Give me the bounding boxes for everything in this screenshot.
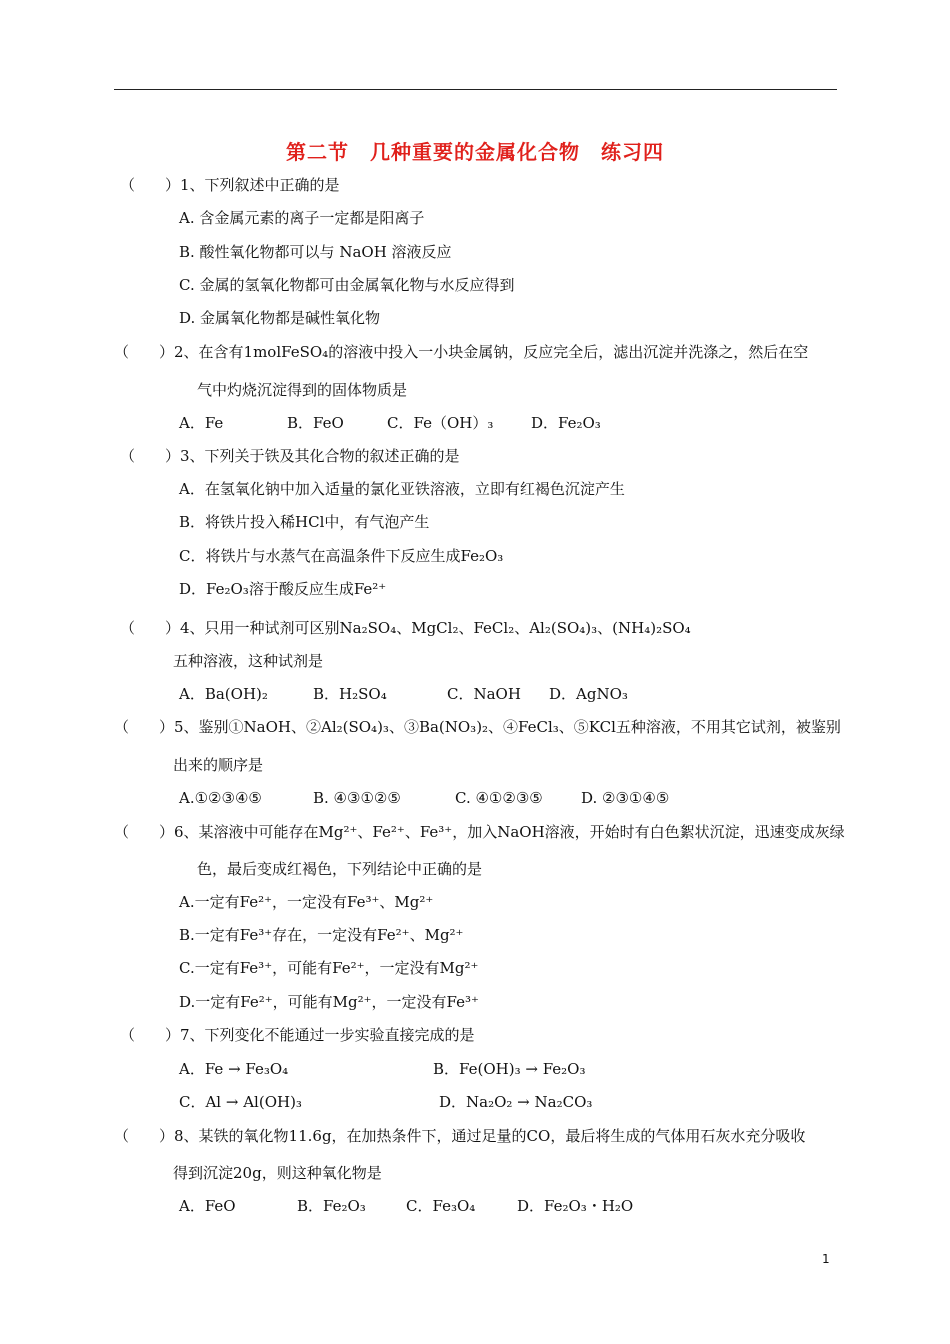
question-5-choice-d: D. ②③①④⑤ xyxy=(581,789,670,807)
question-1-option-d: D. 金属氧化物都是碱性氧化物 xyxy=(179,309,381,327)
question-3-option-c: C．将铁片与水蒸气在高温条件下反应生成Fe₂O₃ xyxy=(179,547,504,565)
page-title: 第二节 几种重要的金属化合物 练习四 xyxy=(286,140,664,164)
question-1-option-a: A. 含金属元素的离子一定都是阳离子 xyxy=(179,209,425,227)
question-2-stem-cont: 气中灼烧沉淀得到的固体物质是 xyxy=(197,381,408,399)
question-4-choice-d: D．AgNO₃ xyxy=(549,685,628,703)
question-4-stem: （ ）4、只用一种试剂可区别Na₂SO₄、MgCl₂、FeCl₂、Al₂(SO₄)₃、(NH₄)₂SO₄ xyxy=(120,619,691,637)
question-8-choice-a: A．FeO xyxy=(179,1197,236,1215)
question-5-stem: （ ）5、鉴别①NaOH、②Al₂(SO₄)₃、③Ba(NO₃)₂、④FeCl₃、⑤KCl五种溶液，不用其它试剂，被鉴别 xyxy=(114,718,841,736)
page-number: 1 xyxy=(822,1252,830,1266)
question-8-stem: （ ）8、某铁的氧化物11.6g，在加热条件下，通过足量的CO，最后将生成的气体用石灰水充分吸收 xyxy=(114,1127,806,1145)
question-3-option-b: B．将铁片投入稀HCl中，有气泡产生 xyxy=(179,513,430,531)
question-4-choice-a: A．Ba(OH)₂ xyxy=(179,685,268,703)
question-2-choice-b: B．FeO xyxy=(287,414,344,432)
question-6-option-b: B.一定有Fe³⁺存在，一定没有Fe²⁺、Mg²⁺ xyxy=(179,926,464,944)
question-3-option-a: A．在氢氧化钠中加入适量的氯化亚铁溶液，立即有红褐色沉淀产生 xyxy=(179,480,625,498)
question-4-stem-cont: 五种溶液，这种试剂是 xyxy=(173,652,324,670)
question-5-choice-b: B. ④③①②⑤ xyxy=(313,789,401,807)
question-7-choice-a: A．Fe → Fe₃O₄ xyxy=(179,1060,289,1078)
question-6-option-d: D.一定有Fe²⁺，可能有Mg²⁺，一定没有Fe³⁺ xyxy=(179,993,479,1011)
question-6-stem: （ ）6、某溶液中可能存在Mg²⁺、Fe²⁺、Fe³⁺，加入NaOH溶液，开始时有白色絮状沉淀，迅速变成灰绿 xyxy=(114,823,845,841)
question-3-option-d: D．Fe₂O₃溶于酸反应生成Fe²⁺ xyxy=(179,580,387,598)
question-1-stem: （ ）1、下列叙述中正确的是 xyxy=(120,176,340,194)
question-5-stem-cont: 出来的顺序是 xyxy=(173,756,264,774)
question-2-stem: （ ）2、在含有1molFeSO₄的溶液中投入一小块金属钠，反应完全后，滤出沉淀并洗涤之，然后在空 xyxy=(114,343,809,361)
question-8-choice-b: B．Fe₂O₃ xyxy=(297,1197,366,1215)
question-5-choice-a: A.①②③④⑤ xyxy=(179,789,262,807)
question-1-option-b: B. 酸性氧化物都可以与 NaOH 溶液反应 xyxy=(179,243,452,261)
question-6-option-c: C.一定有Fe³⁺，可能有Fe²⁺，一定没有Mg²⁺ xyxy=(179,959,479,977)
question-4-choice-c: C．NaOH xyxy=(447,685,521,703)
question-6-stem-cont: 色，最后变成红褐色，下列结论中正确的是 xyxy=(197,860,483,878)
question-7-choice-c: C．Al → Al(OH)₃ xyxy=(179,1093,302,1111)
question-1-option-c: C. 金属的氢氧化物都可由金属氧化物与水反应得到 xyxy=(179,276,515,294)
question-2-choice-a: A．Fe xyxy=(179,414,224,432)
question-2-choice-d: D．Fe₂O₃ xyxy=(531,414,601,432)
header-rule xyxy=(114,89,837,90)
question-8-stem-cont: 得到沉淀20g，则这种氧化物是 xyxy=(173,1164,382,1182)
question-2-choice-c: C．Fe（OH）₃ xyxy=(387,414,494,432)
question-6-option-a: A.一定有Fe²⁺，一定没有Fe³⁺、Mg²⁺ xyxy=(179,893,434,911)
question-7-choice-d: D．Na₂O₂ → Na₂CO₃ xyxy=(439,1093,593,1111)
question-8-choice-d: D．Fe₂O₃・H₂O xyxy=(517,1197,634,1215)
question-4-choice-b: B．H₂SO₄ xyxy=(313,685,387,703)
question-7-stem: （ ）7、下列变化不能通过一步实验直接完成的是 xyxy=(120,1026,475,1044)
question-7-choice-b: B．Fe(OH)₃ → Fe₂O₃ xyxy=(433,1060,586,1078)
question-3-stem: （ ）3、下列关于铁及其化合物的叙述正确的是 xyxy=(120,447,460,465)
question-5-choice-c: C. ④①②③⑤ xyxy=(455,789,543,807)
question-8-choice-c: C．Fe₃O₄ xyxy=(406,1197,476,1215)
